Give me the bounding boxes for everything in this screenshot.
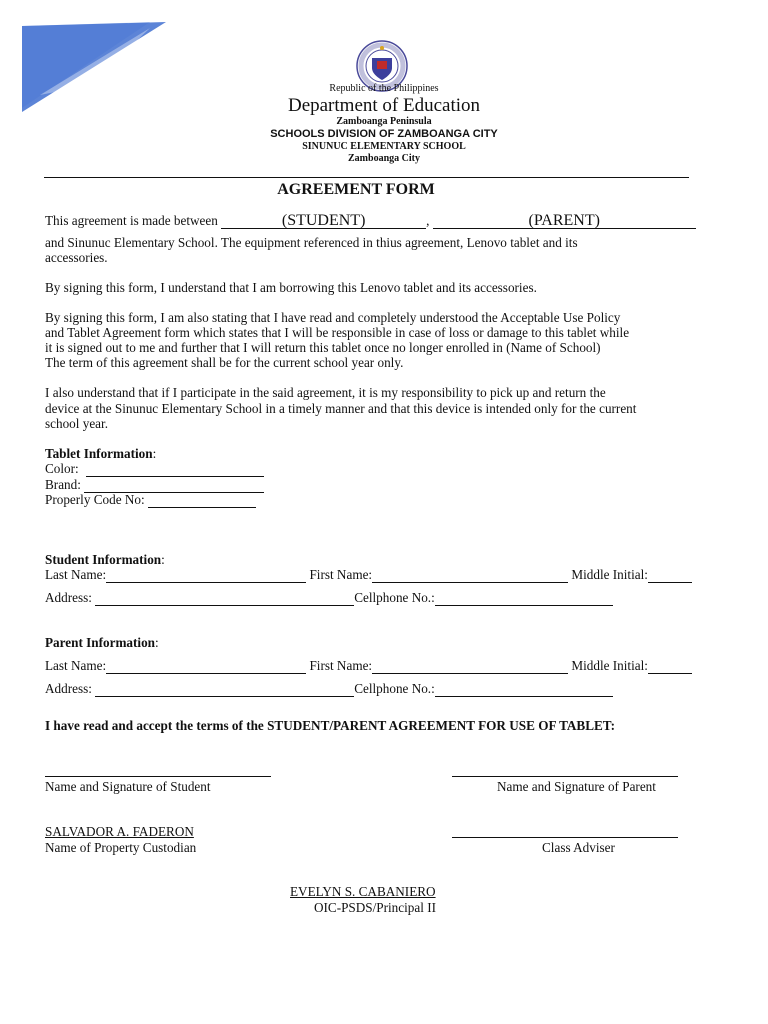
intro-prefix: This agreement is made between xyxy=(45,213,218,228)
policy-paragraph-line-2: and Tablet Agreement form which states that I will be responsible in case of loss or damage to this tablet while xyxy=(45,325,630,340)
parent-heading-colon: : xyxy=(155,635,159,650)
principal-name: EVELYN S. CABANIERO xyxy=(290,884,436,899)
acceptance-statement: I have read and accept the terms of the STUDENT/PARENT AGREEMENT FOR USE OF TABLET: xyxy=(45,718,616,733)
parent-address-label: Address: xyxy=(45,681,92,696)
student-last-name-label: Last Name: xyxy=(45,567,107,582)
class-adviser-caption: Class Adviser xyxy=(542,840,615,855)
parent-name-field[interactable] xyxy=(433,213,696,229)
tablet-info-heading xyxy=(45,446,156,462)
parent-address-field[interactable] xyxy=(95,681,354,697)
parent-first-name-field[interactable] xyxy=(372,658,568,674)
school-label: SINUNUC ELEMENTARY SCHOOL xyxy=(302,141,466,152)
parent-cellphone-label: Cellphone No.: xyxy=(354,681,435,696)
student-first-name-label: First Name: xyxy=(309,567,373,582)
parent-cellphone-field[interactable] xyxy=(435,681,613,697)
student-first-name-field[interactable] xyxy=(372,567,568,583)
borrowing-paragraph: By signing this form, I understand that I am borrowing this Lenovo tablet and its accessories. xyxy=(45,280,537,295)
student-signature-caption: Name and Signature of Student xyxy=(45,779,211,794)
student-middle-initial-label: Middle Initial: xyxy=(571,567,648,582)
header-divider xyxy=(44,177,689,178)
student-heading-text: Student Information xyxy=(45,552,162,567)
region-label: Zamboanga Peninsula xyxy=(336,116,432,127)
student-placeholder: (STUDENT) xyxy=(281,212,366,229)
student-last-name-field[interactable] xyxy=(106,567,306,583)
intro-line-3: accessories. xyxy=(45,250,108,265)
student-info-heading xyxy=(45,552,165,568)
policy-paragraph-line-3: it is signed out to me and further that I will return this tablet once no longer enrolled in (Name of School) xyxy=(45,340,601,355)
parent-address-row xyxy=(45,681,613,697)
property-code-field[interactable] xyxy=(148,492,256,508)
parent-heading-text: Parent Information xyxy=(45,635,156,650)
city-label: Zamboanga City xyxy=(348,153,420,164)
parent-name-row xyxy=(45,658,692,674)
property-code-label: Properly Code No: xyxy=(45,492,145,507)
student-address-row xyxy=(45,590,613,606)
pickup-paragraph-line-1: I also understand that if I participate in the said agreement, it is my responsibility to pick up and return the xyxy=(45,385,606,400)
parent-placeholder: (PARENT) xyxy=(528,212,600,229)
policy-paragraph-line-1: By signing this form, I am also stating that I have read and completely understood the Acceptable Use Policy xyxy=(45,310,621,325)
department-title: Department of Education xyxy=(287,95,481,116)
parent-first-name-label: First Name: xyxy=(309,658,373,673)
class-adviser-signature-line[interactable] xyxy=(452,837,678,838)
division-label: SCHOOLS DIVISION OF ZAMBOANGA CITY xyxy=(270,128,498,140)
student-address-field[interactable] xyxy=(95,590,354,606)
tablet-property-row xyxy=(45,492,256,508)
republic-label: Republic of the Philippines xyxy=(329,83,439,94)
property-custodian-caption: Name of Property Custodian xyxy=(45,840,197,855)
student-address-label: Address: xyxy=(45,590,92,605)
color-label: Color: xyxy=(45,461,79,476)
parent-signature-caption: Name and Signature of Parent xyxy=(497,779,656,794)
tablet-brand-row xyxy=(45,477,264,493)
intro-line-2: and Sinunuc Elementary School. The equipment referenced in thius agreement, Lenovo tablet and its xyxy=(45,235,578,250)
parent-middle-initial-label: Middle Initial: xyxy=(571,658,648,673)
pickup-paragraph-line-3: school year. xyxy=(45,416,108,431)
student-middle-initial-field[interactable] xyxy=(648,567,692,583)
form-title: AGREEMENT FORM xyxy=(277,181,435,198)
student-name-field[interactable] xyxy=(221,213,426,229)
tablet-heading-colon: : xyxy=(152,446,157,461)
parent-middle-initial-field[interactable] xyxy=(648,658,692,674)
tablet-heading-text: Tablet Information xyxy=(45,446,153,461)
color-field[interactable] xyxy=(86,461,264,477)
student-name-row xyxy=(45,567,692,583)
intro-line xyxy=(45,213,696,229)
student-cellphone-label: Cellphone No.: xyxy=(354,590,435,605)
parent-info-heading xyxy=(45,635,159,651)
parent-last-name-field[interactable] xyxy=(106,658,306,674)
brand-label: Brand: xyxy=(45,477,81,492)
policy-paragraph-line-4: The term of this agreement shall be for the current school year only. xyxy=(45,355,404,370)
property-custodian-name: SALVADOR A. FADERON xyxy=(45,824,194,839)
student-signature-line[interactable] xyxy=(45,776,271,777)
pickup-paragraph-line-2: device at the Sinunuc Elementary School in a timely manner and that this device is intended only for the current xyxy=(45,401,637,416)
parent-last-name-label: Last Name: xyxy=(45,658,107,673)
intro-comma: , xyxy=(426,213,430,228)
student-heading-colon: : xyxy=(161,552,165,567)
student-cellphone-field[interactable] xyxy=(435,590,613,606)
brand-field[interactable] xyxy=(84,477,264,493)
principal-title: OIC-PSDS/Principal II xyxy=(314,900,436,915)
parent-signature-line[interactable] xyxy=(452,776,678,777)
tablet-color-row xyxy=(45,461,264,477)
